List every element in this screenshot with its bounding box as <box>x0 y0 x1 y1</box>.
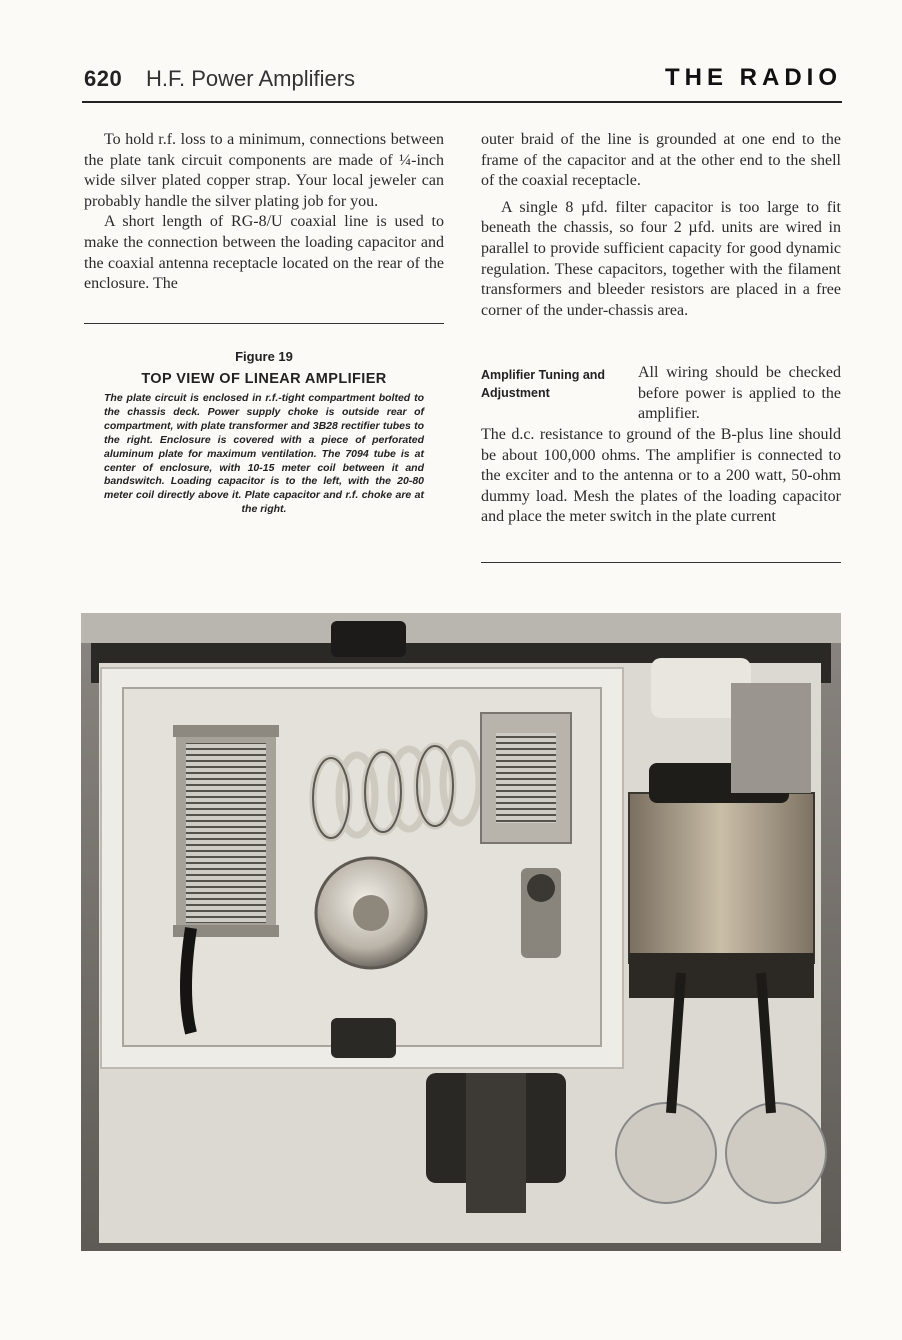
side-text: All wiring should be checked before power is applied to the amplifier. <box>638 364 841 423</box>
figure-title: TOP VIEW OF LINEAR AMPLIFIER <box>141 371 387 387</box>
figure-caption: The plate circuit is enclosed in r.f.-tight compartment bolted to the chassis deck. Power supply choke is outside rear of compartment, with plate transformer and 3B28 rectifier tubes to the right. Enclosure is covered with a piece of perforated aluminum plate for maximum ventilation. The 7094 tube is at center of enclosure, with 10-15 meter coil between it and bandswitch. Loading capacitor is to the left, with the 20-80 meter coil directly above it. Plate capacitor and r.f. choke are at the right. <box>104 392 424 516</box>
amplifier-photo <box>81 613 841 1251</box>
column-end-rule <box>481 562 841 563</box>
side-heading: Amplifier Tuning and Adjustment <box>481 368 606 400</box>
paragraph: outer braid of the line is grounded at one end to the frame of the capacitor and at the other end to the shell of the coaxial receptacle. <box>481 131 841 190</box>
continued-text: The d.c. resistance to ground of the B-plus line should be about 100,000 ohms. The amplifier is connected to the exciter and to the antenna or to a 200 watt, 50-ohm dummy load. Mesh the plates of the loading capacitor and place the meter switch in the plate current <box>481 426 841 526</box>
right-column <box>481 130 841 321</box>
paragraph: To hold r.f. loss to a minimum, connections between the plate tank circuit components are made of ¼-inch wide silver plated copper strap. Your local jeweler can probably handle the silver plating job for you. <box>84 131 444 210</box>
left-column <box>84 130 444 295</box>
section-title: H.F. Power Amplifiers <box>146 66 356 91</box>
paragraph: A single 8 µfd. filter capacitor is too large to fit beneath the chassis, so four 2 µfd. units are wired in parallel to provide sufficient capacity for good dynamic regulation. These capacitors, together with the filament transformers and bleeder resistors are placed in a free corner of the under-chassis area. <box>481 198 841 319</box>
book-title: THE RADIO <box>665 64 842 91</box>
caption-rule-top <box>84 323 444 324</box>
header-rule <box>82 101 842 103</box>
paragraph: A short length of RG-8/U coaxial line is used to make the connection between the loading capacitor and the coaxial antenna receptacle located on the rear of the enclosure. The <box>84 213 444 293</box>
page-number: 620 <box>84 66 123 91</box>
figure-number: Figure 19 <box>235 349 293 364</box>
